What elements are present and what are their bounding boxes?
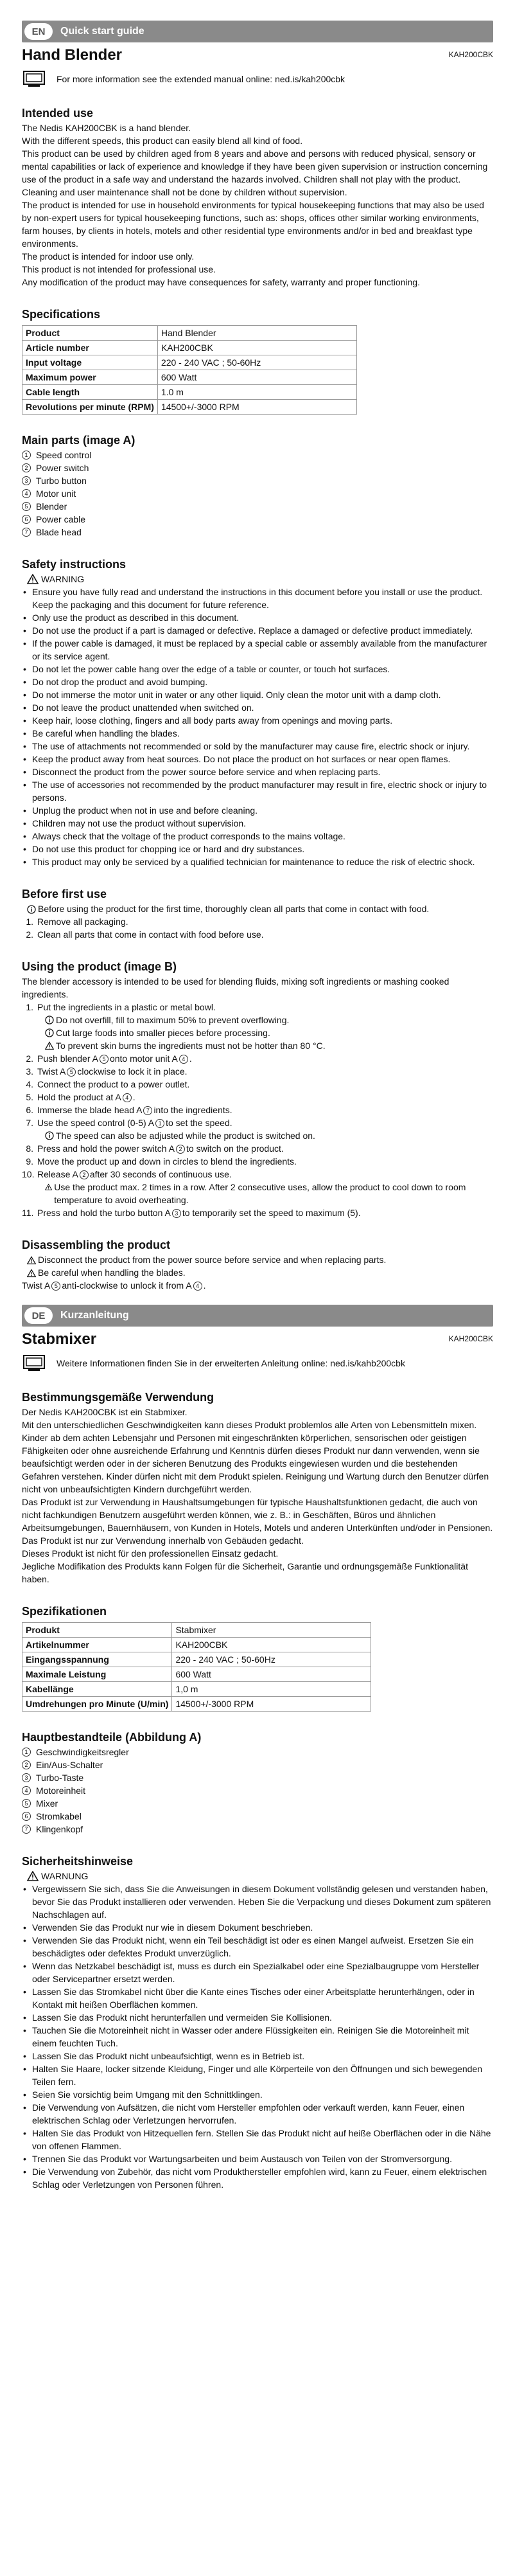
list-item: • Do not let the power cable hang over the edge of a table or counter, or touch hot surfaces. bbox=[22, 663, 493, 675]
section-heading: Using the product (image B) bbox=[22, 960, 177, 973]
list-item bbox=[22, 449, 493, 461]
table-row bbox=[22, 1623, 371, 1638]
spec-key: Maximale Leistung bbox=[22, 1667, 172, 1682]
step-text-part: Immerse the blade head A bbox=[37, 1105, 143, 1115]
spec-value: 1.0 m bbox=[157, 385, 356, 400]
number-circle-icon: 4 bbox=[22, 1786, 31, 1795]
table-row bbox=[22, 385, 357, 400]
step-text: Put the ingredients in a plastic or metal bowl. bbox=[37, 1002, 216, 1012]
spec-key: Produkt bbox=[22, 1623, 172, 1638]
note-line bbox=[22, 1253, 493, 1266]
spec-key: Kabellänge bbox=[22, 1682, 172, 1697]
number-circle-icon: 2 bbox=[22, 463, 31, 472]
paragraph: Twist A 5 anti-clockwise to unlock it from A 4 . bbox=[22, 1280, 206, 1291]
warning-triangle-icon bbox=[27, 1871, 39, 1881]
page-title: Hand Blender bbox=[22, 46, 123, 64]
step-text: Remove all packaging. bbox=[37, 917, 128, 927]
number-circle-icon: 3 bbox=[22, 1773, 31, 1782]
number-circle-icon: 2 bbox=[80, 1170, 89, 1179]
list-item: • Lassen Sie das Produkt nicht herunterfallen und vermeiden Sie Kollisionen. bbox=[22, 2011, 493, 2024]
list-item: • Keep the product away from heat sources. Do not place the product on hot surfaces or near open flames. bbox=[22, 753, 493, 765]
paragraph: The Nedis KAH200CBK is a hand blender. bbox=[22, 123, 191, 133]
step-note: The speed can also be adjusted while the product is switched on. bbox=[56, 1131, 315, 1141]
step-text-part: Press and hold the power switch A bbox=[37, 1143, 175, 1154]
part-label: Mixer bbox=[36, 1798, 58, 1809]
list-item: • This product may only be serviced by a qualified technician for maintenance to reduce the risk of electric shock. bbox=[22, 855, 493, 868]
step-text: Move the product up and down in circles to blend the ingredients. bbox=[37, 1156, 297, 1167]
language-header-en bbox=[22, 21, 493, 42]
list-item: • Trennen Sie das Produkt vor Wartungsarbeiten und beim Austausch von Teilen von der Stromversorgung. bbox=[22, 2152, 493, 2165]
steps-list bbox=[22, 915, 493, 941]
article-code: KAH200CBK bbox=[448, 50, 493, 59]
list-item: • Ensure you have fully read and understand the instructions in this document before you install or use the product. Keep the packaging and this document for future reference. bbox=[22, 586, 493, 611]
step-number: 9. bbox=[26, 1156, 33, 1167]
list-item: • Be careful when handling the blades. bbox=[22, 727, 493, 740]
part-label: Stromkabel bbox=[36, 1811, 82, 1821]
list-item bbox=[22, 1129, 493, 1142]
step-number: 7. bbox=[26, 1118, 33, 1128]
main-parts-section bbox=[22, 1731, 493, 1836]
list-item: • If the power cable is damaged, it must be replaced by a special cable or assembly available from the manufacturer or its service agent. bbox=[22, 637, 493, 663]
list-item: • Do not leave the product unattended when switched on. bbox=[22, 701, 493, 714]
number-circle-icon: 3 bbox=[22, 476, 31, 485]
section-heading: Bestimmungsgemäße Verwendung bbox=[22, 1391, 214, 1404]
list-item bbox=[22, 1065, 493, 1078]
step-number: 1. bbox=[26, 1002, 33, 1012]
paragraph: Dieses Produkt ist nicht für den professionellen Einsatz gedacht. bbox=[22, 1548, 279, 1559]
step-number: 2. bbox=[26, 1053, 33, 1064]
list-item bbox=[22, 1758, 493, 1771]
spec-value: KAH200CBK bbox=[157, 341, 356, 355]
manual-info-text[interactable]: Weitere Informationen finden Sie in der erweiterten Anleitung online: ned.is/kahb200cbk bbox=[57, 1358, 405, 1368]
spec-key: Revolutions per minute (RPM) bbox=[22, 400, 158, 415]
note-text: Be careful when handling the blades. bbox=[38, 1267, 186, 1278]
doc-header bbox=[22, 1330, 493, 1348]
step-note: Cut large foods into smaller pieces before processing. bbox=[56, 1028, 270, 1038]
table-row bbox=[22, 400, 357, 415]
step-number: 11. bbox=[22, 1208, 34, 1218]
list-item: • Tauchen Sie die Motoreinheit nicht in Wasser oder andere Flüssigkeiten ein. Reinigen Sie die Motoreinheit mit einem feuchten Tuch. bbox=[22, 2024, 493, 2050]
step-text-part: Use the speed control (0-5) A bbox=[37, 1118, 155, 1128]
list-item bbox=[22, 1116, 493, 1129]
list-item: • Only use the product as described in this document. bbox=[22, 611, 493, 624]
step-number: 4. bbox=[26, 1079, 33, 1089]
section-heading: Hauptbestandteile (Abbildung A) bbox=[22, 1731, 202, 1744]
article-code: KAH200CBK bbox=[448, 1334, 493, 1343]
spec-value: 14500+/-3000 RPM bbox=[172, 1697, 371, 1712]
number-circle-icon: 6 bbox=[22, 1812, 31, 1821]
language-badge: EN bbox=[24, 23, 53, 40]
step-text bbox=[37, 1142, 284, 1155]
list-item bbox=[22, 500, 493, 513]
manual-info-text[interactable]: For more information see the extended manual online: ned.is/kah200cbk bbox=[57, 74, 345, 84]
step-number: 8. bbox=[26, 1143, 33, 1154]
specifications-section bbox=[22, 308, 493, 415]
info-note-icon bbox=[45, 1015, 54, 1024]
paragraph: Das Produkt ist nur zur Verwendung innerhalb von Gebäuden gedacht. bbox=[22, 1535, 304, 1546]
spec-value: 220 - 240 VAC ; 50-60Hz bbox=[172, 1652, 371, 1667]
paragraph: This product can be used by children aged from 8 years and above and persons with reduced physical, sensory or mental capabilities or lack of experience and knowledge if they have been given supervision or instruction concerning use of the product in a safe way and understand the hazards involved. Children shall not play with the product. Cleaning and user maintenance shall not be done by children without supervision. bbox=[22, 148, 488, 197]
number-circle-icon: 6 bbox=[22, 515, 31, 524]
list-item: • Do not use this product for chopping ice or hard and dry substances. bbox=[22, 843, 493, 855]
list-item: • Children may not use the product without supervision. bbox=[22, 817, 493, 830]
list-item: • Lassen Sie das Produkt nicht unbeaufsichtigt, wenn es in Betrieb ist. bbox=[22, 2050, 493, 2062]
list-item: • Die Verwendung von Zubehör, das nicht vom Produkthersteller empfohlen wird, kann zu Feuer, einem elektrischen Schlag oder Verletzungen von Personen führen. bbox=[22, 2165, 493, 2191]
list-item bbox=[22, 1039, 493, 1052]
list-item: • Verwenden Sie das Produkt nur wie in diesem Dokument beschrieben. bbox=[22, 1921, 493, 1934]
step-text-part: Release A bbox=[37, 1169, 78, 1179]
list-item: • Vergewissern Sie sich, dass Sie die Anweisungen in diesem Dokument vollständig gelesen und verstanden haben, bevor Sie das Produkt installieren oder verwenden. Heben Sie die Verpackung und dieses Dokument zum späteren Nachschlagen auf. bbox=[22, 1883, 493, 1921]
paragraph: Mit den unterschiedlichen Geschwindigkeiten kann dieses Produkt problemlos alle Arten von Lebensmitteln mixen. bbox=[22, 1420, 477, 1430]
section-heading: Main parts (image A) bbox=[22, 434, 135, 447]
step-text-part: to switch on the product. bbox=[186, 1143, 284, 1154]
list-item bbox=[22, 487, 493, 500]
step-text-part: Press and hold the turbo button A bbox=[37, 1208, 171, 1218]
list-item bbox=[22, 1142, 493, 1155]
list-item bbox=[22, 1014, 493, 1026]
number-circle-icon: 4 bbox=[22, 489, 31, 498]
table-row bbox=[22, 355, 357, 370]
list-item: • The use of attachments not recommended or sold by the manufacturer may cause fire, electric shock or injury. bbox=[22, 740, 493, 753]
section-heading: Intended use bbox=[22, 107, 94, 120]
list-item bbox=[22, 1823, 493, 1836]
part-label: Geschwindigkeitsregler bbox=[36, 1747, 129, 1757]
list-item bbox=[22, 928, 493, 941]
language-badge: DE bbox=[24, 1307, 53, 1324]
spec-value: KAH200CBK bbox=[172, 1638, 371, 1652]
table-row bbox=[22, 1682, 371, 1697]
spec-key: Article number bbox=[22, 341, 158, 355]
note-line bbox=[22, 902, 493, 915]
safety-section bbox=[22, 1855, 493, 2191]
list-item: • Unplug the product when not in use and before cleaning. bbox=[22, 804, 493, 817]
step-text-part: Push blender A bbox=[37, 1053, 98, 1064]
list-item bbox=[22, 513, 493, 526]
part-label: Motor unit bbox=[36, 488, 76, 499]
list-item bbox=[22, 1784, 493, 1797]
paragraph: Jegliche Modifikation des Produkts kann Folgen für die Sicherheit, Garantie und ordnungsgemäße Funktionalität haben. bbox=[22, 1561, 468, 1584]
step-text bbox=[37, 1065, 188, 1078]
specifications-table bbox=[22, 325, 357, 415]
step-number: 5. bbox=[26, 1092, 33, 1102]
table-row bbox=[22, 1652, 371, 1667]
number-circle-icon: 1 bbox=[155, 1119, 164, 1128]
manual-book-icon bbox=[23, 71, 45, 87]
number-circle-icon: 5 bbox=[22, 502, 31, 511]
number-circle-icon: 5 bbox=[51, 1282, 60, 1291]
step-note: Use the product max. 2 times in a row. After 2 consecutive uses, allow the product to cool down to room temperature to avoid overheating. bbox=[54, 1182, 466, 1205]
list-item: • Die Verwendung von Aufsätzen, die nicht vom Hersteller empfohlen oder verkauft werden, kann Feuer, einen elektrischen Schlag oder Verletzungen hervorrufen. bbox=[22, 2101, 493, 2127]
warning-text: WARNING bbox=[41, 574, 85, 584]
number-circle-icon: 2 bbox=[22, 1760, 31, 1769]
list-item: • Halten Sie Haare, locker sitzende Kleidung, Finger und alle Körperteile von den Öffnungen und sich bewegenden Teilen fern. bbox=[22, 2062, 493, 2088]
section-heading: Spezifikationen bbox=[22, 1605, 107, 1618]
list-item bbox=[22, 474, 493, 487]
step-text-part: to set the speed. bbox=[166, 1118, 232, 1128]
step-text bbox=[37, 1168, 232, 1181]
text-part: Twist A bbox=[22, 1280, 51, 1291]
part-label: Blender bbox=[36, 501, 67, 512]
spec-value: Hand Blender bbox=[157, 326, 356, 341]
info-note-icon bbox=[27, 905, 36, 914]
list-item: • Do not immerse the motor unit in water or any other liquid. Only clean the motor unit with a damp cloth. bbox=[22, 688, 493, 701]
note-text: Disconnect the product from the power source before service and when replacing parts. bbox=[38, 1255, 387, 1265]
intended-use-section bbox=[22, 107, 493, 289]
number-circle-icon: 4 bbox=[193, 1282, 202, 1291]
spec-value: 600 Watt bbox=[172, 1667, 371, 1682]
list-item bbox=[22, 1078, 493, 1091]
list-item bbox=[22, 1797, 493, 1810]
specifications-section bbox=[22, 1605, 493, 1712]
language-section-title: Quick start guide bbox=[60, 26, 144, 37]
list-item: • Keep hair, loose clothing, fingers and all body parts away from openings and moving parts. bbox=[22, 714, 493, 727]
paragraph: Kinder ab dem achten Lebensjahr und Personen mit eingeschränkten körperlichen, sensorischen oder geistigen Fähigkeiten oder ohne ausreichende Erfahrung und Kenntnis dürfen dieses Produkt nur dann verwenden, wenn sie beaufsichtigt werden oder in der sicheren Benutzung des Produkts eingewiesen wurden und die bestehenden Gefahren verstehen. Kinder dürfen nicht mit dem Produkt spielen. Reinigung und Wartung durch den Benutzer dürfen nicht von unbeaufsichtigten Kindern durchgeführt werden. bbox=[22, 1433, 489, 1494]
text-part: anti-clockwise to unlock it from A bbox=[62, 1280, 192, 1291]
warning-triangle-icon bbox=[27, 1269, 36, 1278]
section-heading: Before first use bbox=[22, 888, 107, 900]
paragraph: The product is intended for indoor use only. bbox=[22, 251, 195, 262]
step-note: To prevent skin burns the ingredients must not be hotter than 80 °C. bbox=[56, 1041, 326, 1051]
warning-triangle-icon bbox=[45, 1183, 52, 1192]
warning-triangle-icon bbox=[45, 1041, 54, 1050]
step-number: 10. bbox=[22, 1169, 35, 1179]
list-item: • Lassen Sie das Stromkabel nicht über die Kante eines Tisches oder einer Arbeitsplatte herunterhängen, oder in Kontakt mit heißen Oberflächen kommen. bbox=[22, 1985, 493, 2011]
spec-key: Input voltage bbox=[22, 355, 158, 370]
safety-list bbox=[22, 586, 493, 868]
number-circle-icon: 4 bbox=[179, 1055, 188, 1064]
number-circle-icon: 7 bbox=[22, 528, 31, 537]
list-item bbox=[22, 915, 493, 928]
part-label: Turbo button bbox=[36, 476, 87, 486]
step-text bbox=[37, 1116, 232, 1129]
table-row bbox=[22, 326, 357, 341]
table-row bbox=[22, 1667, 371, 1682]
step-text: Connect the product to a power outlet. bbox=[37, 1079, 190, 1089]
list-item bbox=[22, 1810, 493, 1823]
manual-info bbox=[23, 71, 493, 87]
warning-label bbox=[27, 573, 493, 586]
spec-value: Stabmixer bbox=[172, 1623, 371, 1638]
part-label: Ein/Aus-Schalter bbox=[36, 1760, 103, 1770]
spec-value: 600 Watt bbox=[157, 370, 356, 385]
step-note: Do not overfill, fill to maximum 50% to prevent overflowing. bbox=[56, 1015, 290, 1025]
manual-book-icon bbox=[23, 1355, 45, 1372]
number-circle-icon: 7 bbox=[22, 1825, 31, 1834]
list-item bbox=[22, 1181, 493, 1206]
spec-key: Product bbox=[22, 326, 158, 341]
safety-section bbox=[22, 558, 493, 868]
spec-key: Cable length bbox=[22, 385, 158, 400]
step-text: Hold the product at A 4 . bbox=[37, 1092, 135, 1102]
number-circle-icon: 5 bbox=[100, 1055, 109, 1064]
paragraph: The blender accessory is intended to be used for blending fluids, mixing soft ingredients or mashing cooked ingredients. bbox=[22, 976, 450, 999]
section-heading: Specifications bbox=[22, 308, 101, 321]
table-row bbox=[22, 341, 357, 355]
safety-list bbox=[22, 1883, 493, 2191]
number-circle-icon: 5 bbox=[22, 1799, 31, 1808]
doc-header bbox=[22, 46, 493, 64]
spec-key: Eingangsspannung bbox=[22, 1652, 172, 1667]
list-item bbox=[22, 1746, 493, 1758]
step-text-part: to temporarily set the speed to maximum (5). bbox=[182, 1208, 361, 1218]
table-row bbox=[22, 1697, 371, 1712]
step-text-part: clockwise to lock it in place. bbox=[77, 1066, 188, 1077]
info-note-icon bbox=[45, 1131, 54, 1140]
number-circle-icon: 7 bbox=[143, 1106, 152, 1115]
list-item: • Wenn das Netzkabel beschädigt ist, muss es durch ein Spezialkabel oder eine Spezialbaugruppe vom Hersteller oder Servicepartner ersetzt werden. bbox=[22, 1960, 493, 1985]
number-circle-icon: 2 bbox=[176, 1145, 185, 1154]
part-label: Power cable bbox=[36, 514, 86, 524]
step-number: 1. bbox=[26, 917, 33, 927]
number-circle-icon: 3 bbox=[172, 1209, 181, 1218]
spec-value: 14500+/-3000 RPM bbox=[157, 400, 356, 415]
before-first-use-section bbox=[22, 888, 493, 941]
steps-list bbox=[22, 1001, 493, 1219]
number-circle-icon: 1 bbox=[22, 451, 31, 460]
step-text-part: after 30 seconds of continuous use. bbox=[89, 1169, 232, 1179]
list-item: • Seien Sie vorsichtig beim Umgang mit den Schnittklingen. bbox=[22, 2088, 493, 2101]
list-item bbox=[22, 526, 493, 539]
paragraph: Der Nedis KAH200CBK ist ein Stabmixer. bbox=[22, 1407, 188, 1417]
language-section-title: Kurzanleitung bbox=[60, 1310, 129, 1321]
step-text-part: Hold the product at A bbox=[37, 1092, 121, 1102]
list-item bbox=[22, 1001, 493, 1014]
list-item bbox=[22, 461, 493, 474]
step-text: Push blender A 5 onto motor unit A 4 . bbox=[37, 1053, 192, 1064]
number-circle-icon: 5 bbox=[67, 1068, 76, 1077]
part-label: Speed control bbox=[36, 450, 92, 460]
step-text-part: Twist A bbox=[37, 1066, 66, 1077]
list-item: • Do not use the product if a part is damaged or defective. Replace a damaged or defective product immediately. bbox=[22, 624, 493, 637]
manual-info bbox=[23, 1355, 493, 1372]
list-item bbox=[22, 1155, 493, 1168]
info-note-icon bbox=[45, 1028, 54, 1037]
page-title: Stabmixer bbox=[22, 1330, 97, 1348]
step-number: 2. bbox=[26, 929, 33, 940]
step-number: 3. bbox=[26, 1066, 33, 1077]
list-item: • Disconnect the product from the power source before service and when replacing parts. bbox=[22, 765, 493, 778]
step-text-part: into the ingredients. bbox=[153, 1105, 232, 1115]
list-item bbox=[22, 1026, 493, 1039]
step-number: 6. bbox=[26, 1105, 33, 1115]
spec-value: 220 - 240 VAC ; 50-60Hz bbox=[157, 355, 356, 370]
disassembling-section bbox=[22, 1239, 493, 1292]
language-header-de bbox=[22, 1305, 493, 1327]
list-item bbox=[22, 1091, 493, 1104]
intended-use-section bbox=[22, 1391, 493, 1586]
paragraph: With the different speeds, this product can easily blend all kind of food. bbox=[22, 136, 303, 146]
list-item bbox=[22, 1104, 493, 1116]
step-text bbox=[37, 1104, 232, 1116]
using-section bbox=[22, 960, 493, 1219]
part-label: Motoreinheit bbox=[36, 1785, 86, 1796]
paragraph: Das Produkt ist zur Verwendung in Haushaltsumgebungen für typische Haushaltsfunktionen gedacht, die auch von nicht fachkundigen Benutzern ausgeführt werden können, wie z. B.: in Geschäften, Büros und ähnlichen Arbeitsumgebungen, Bauernhäusern, von Kunden in Hotels, Motels und anderen Unterkünften und/oder in Pensionen. bbox=[22, 1497, 493, 1533]
part-label: Klingenkopf bbox=[36, 1824, 83, 1834]
step-text bbox=[37, 1206, 361, 1219]
list-item: • Halten Sie das Produkt von Hitzequellen fern. Stellen Sie das Produkt nicht auf heiße Oberflächen oder in die Nähe von offenen Flammen. bbox=[22, 2127, 493, 2152]
number-circle-icon: 4 bbox=[123, 1093, 132, 1102]
section-heading: Disassembling the product bbox=[22, 1239, 171, 1251]
part-label: Power switch bbox=[36, 463, 89, 473]
spec-key: Maximum power bbox=[22, 370, 158, 385]
main-parts-section bbox=[22, 434, 493, 539]
parts-list bbox=[22, 449, 493, 539]
list-item: • Always check that the voltage of the product corresponds to the mains voltage. bbox=[22, 830, 493, 843]
number-circle-icon: 1 bbox=[22, 1748, 31, 1757]
warning-triangle-icon bbox=[27, 1256, 36, 1265]
list-item: • The use of accessories not recommended by the product manufacturer may result in fire, electric shock or injury to persons. bbox=[22, 778, 493, 804]
list-item bbox=[22, 1771, 493, 1784]
warning-triangle-icon bbox=[27, 574, 39, 584]
spec-key: Artikelnummer bbox=[22, 1638, 172, 1652]
list-item bbox=[22, 1206, 493, 1219]
section-heading: Sicherheitshinweise bbox=[22, 1855, 134, 1868]
spec-key: Umdrehungen pro Minute (U/min) bbox=[22, 1697, 172, 1712]
table-row bbox=[22, 370, 357, 385]
step-text: Clean all parts that come in contact with food before use. bbox=[37, 929, 264, 940]
specifications-table bbox=[22, 1622, 371, 1712]
part-label: Turbo-Taste bbox=[36, 1773, 84, 1783]
parts-list bbox=[22, 1746, 493, 1836]
step-text-part: onto motor unit A bbox=[109, 1053, 178, 1064]
paragraph: This product is not intended for professional use. bbox=[22, 264, 216, 274]
list-item bbox=[22, 1052, 493, 1065]
table-row bbox=[22, 1638, 371, 1652]
paragraph: The product is intended for use in household environments for typical housekeeping functions that may also be used by non-expert users for typical housekeeping functions, such as: shops, offices other similar working environments, farm houses, by clients in hotels, motels and other residential type environments and/or in bed and breakfast type environments. bbox=[22, 200, 484, 249]
note-text: Before using the product for the first time, thoroughly clean all parts that come in contact with food. bbox=[38, 904, 430, 914]
paragraph: Any modification of the product may have consequences for safety, warranty and proper functioning. bbox=[22, 277, 420, 287]
note-line bbox=[22, 1266, 493, 1279]
warning-label bbox=[27, 1870, 493, 1883]
list-item: • Verwenden Sie das Produkt nicht, wenn ein Teil beschädigt ist oder es einen Mangel aufweist. Ersetzen Sie ein beschädigtes oder defektes Produkt unverzüglich. bbox=[22, 1934, 493, 1960]
section-heading: Safety instructions bbox=[22, 558, 127, 571]
list-item: • Do not drop the product and avoid bumping. bbox=[22, 675, 493, 688]
spec-value: 1,0 m bbox=[172, 1682, 371, 1697]
warning-text: WARNUNG bbox=[41, 1871, 89, 1881]
part-label: Blade head bbox=[36, 527, 82, 537]
list-item bbox=[22, 1168, 493, 1181]
